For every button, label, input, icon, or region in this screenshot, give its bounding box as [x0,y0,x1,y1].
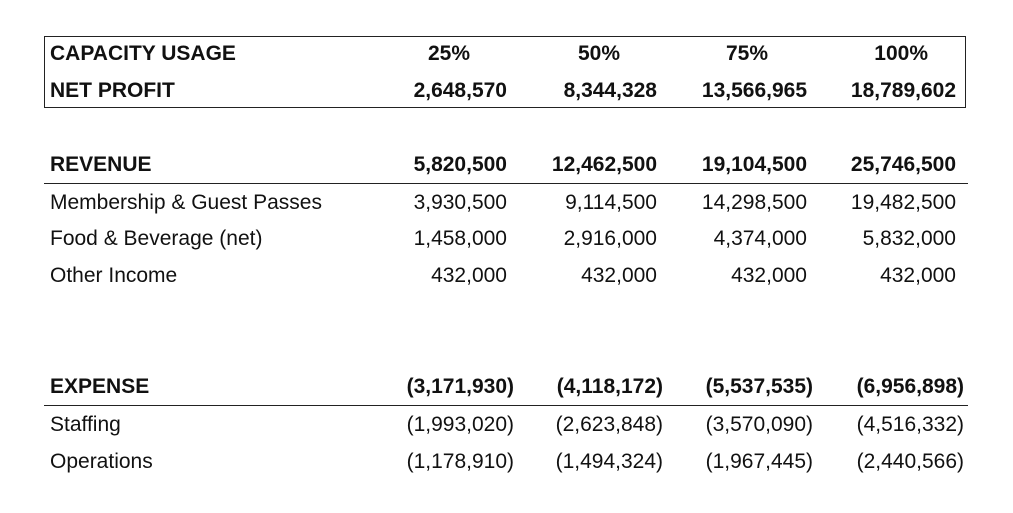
revenue-row-label: Membership & Guest Passes [50,191,322,214]
capacity-100: 100% [874,42,928,65]
capacity-50: 50% [577,42,620,65]
expense-cell: (4,516,332) [856,413,964,436]
net-profit-50: 8,344,328 [563,79,657,102]
expense-label: EXPENSE [50,375,150,398]
expense-cell: (2,623,848) [555,413,663,436]
revenue-cell: 432,000 [431,264,507,287]
net-profit-label: NET PROFIT [50,79,175,102]
capacity-75: 75% [725,42,768,65]
revenue-cell: 9,114,500 [565,191,657,214]
revenue-row-label: Other Income [50,264,178,287]
revenue-divider [44,183,968,184]
revenue-cell: 2,916,000 [563,227,657,250]
expense-total-row [50,372,968,402]
expense-cell: (1,967,445) [705,450,813,473]
expense-divider [44,405,968,406]
revenue-total-50: 12,462,500 [551,153,657,176]
expense-cell: (3,570,090) [705,413,813,436]
revenue-row-food [50,224,968,254]
expense-cell: (1,494,324) [555,450,663,473]
revenue-cell: 5,832,000 [862,227,956,250]
expense-row-staffing [50,410,968,440]
revenue-row-label: Food & Beverage (net) [50,227,263,250]
revenue-cell: 19,482,500 [850,191,956,214]
expense-total-75: (5,537,535) [705,375,813,398]
revenue-cell: 432,000 [880,264,956,287]
revenue-total-75: 19,104,500 [701,153,807,176]
revenue-label: REVENUE [50,153,152,176]
net-profit-100: 18,789,602 [850,79,956,102]
revenue-row-membership [50,188,968,218]
revenue-cell: 1,458,000 [413,227,507,250]
net-profit-75: 13,566,965 [701,79,807,102]
revenue-row-other [50,261,968,291]
expense-total-100: (6,956,898) [856,375,964,398]
revenue-cell: 4,374,000 [713,227,807,250]
revenue-cell: 432,000 [731,264,807,287]
expense-total-25: (3,171,930) [406,375,514,398]
expense-row-operations [50,447,968,477]
revenue-cell: 3,930,500 [413,191,507,214]
revenue-cell: 14,298,500 [701,191,807,214]
expense-row-label: Operations [50,450,153,473]
net-profit-25: 2,648,570 [413,79,507,102]
capacity-usage-row [50,39,968,69]
revenue-total-25: 5,820,500 [413,153,507,176]
capacity-usage-label: CAPACITY USAGE [50,42,236,65]
expense-cell: (2,440,566) [856,450,964,473]
revenue-cell: 432,000 [581,264,657,287]
expense-cell: (1,178,910) [406,450,514,473]
capacity-25: 25% [427,42,470,65]
expense-total-50: (4,118,172) [556,375,663,398]
net-profit-row [50,76,968,106]
expense-cell: (1,993,020) [406,413,514,436]
revenue-total-100: 25,746,500 [850,153,956,176]
expense-row-label: Staffing [50,413,121,436]
revenue-total-row [50,150,968,180]
